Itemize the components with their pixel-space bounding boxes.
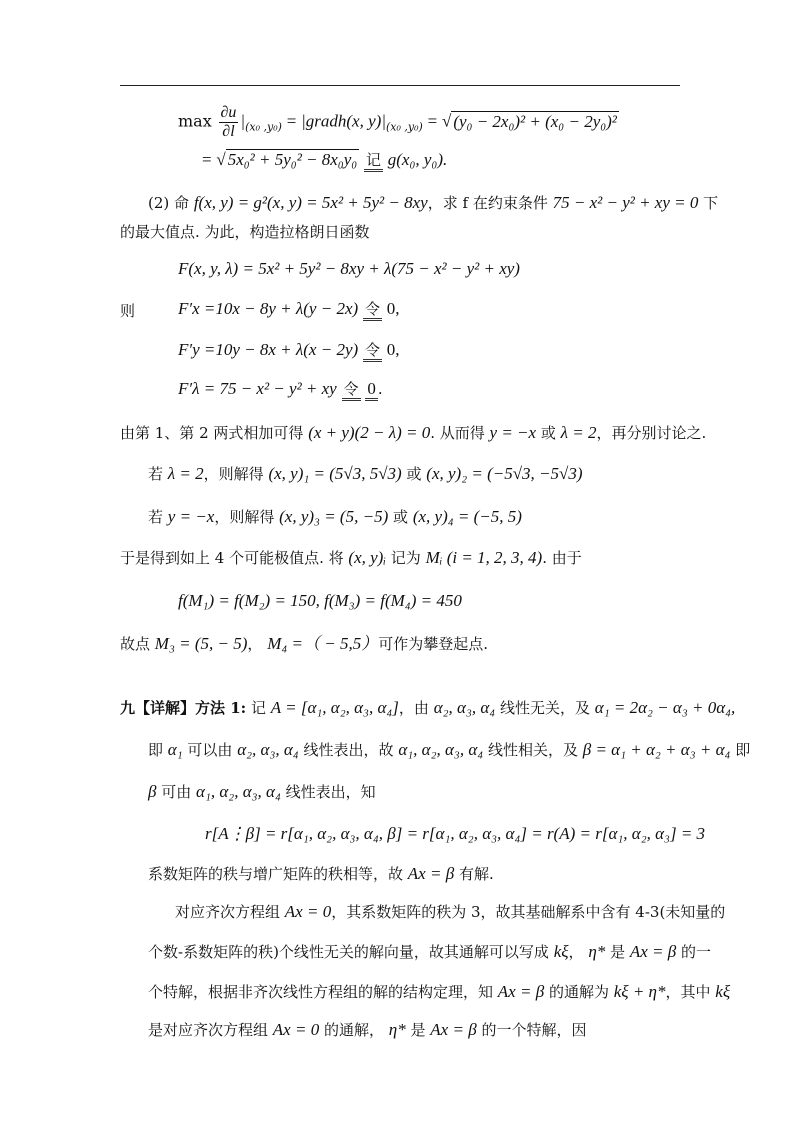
case-y-line: 若 y = −x，则解得 (x, y)₃ = (5, −5) 或 (x, y)₄ = (−5, 5): [148, 507, 522, 526]
part2-intro-line2: 的最大值点. 为此，构造拉格朗日函数: [120, 223, 370, 241]
max-derivative-line: max $\frac{\partial u}{\partial l}$ $|_{(x_0 ,y_0)}$ = |gradh(x, $y)|_{(x_0 ,y_0)}$ = √ (y₀ − 2x₀)² + (x₀ − 2y₀)²: [178, 104, 617, 140]
part9-line8: 个特解，根据非齐次线性方程组的解的结构定理，知 Ax = β 的通解为 kξ + η*，其中 kξ: [148, 982, 731, 1001]
conclusion-line: 故点 M₃ = (5, − 5)， M₄ =（ − 5,5）可作为攀登起点.: [120, 634, 488, 653]
ze-label: 则: [120, 302, 136, 320]
part2-intro-line: (2) 命 f(x, y) = g²(x, y) = 5x² + 5y² − 8xy，求 f 在约束条件 75 − x² − y² + xy = 0 下: [148, 193, 719, 212]
rank-equation: r[A⋮β] = r[α₁, α₂, α₃, α₄, β] = r[α₁, α₂, α₃, α₄] = r(A) = r[α₁, α₂, α₃] = 3: [205, 824, 706, 843]
lagrangian-equation: F(x, y, λ) = 5x² + 5y² − 8xy + λ(75 − x² − y² + xy): [178, 259, 520, 278]
partial-x-equation: F′x =10x − 8y + λ(y − 2x) 令 0,: [178, 299, 399, 319]
part9-line7: 个数-系数矩阵的秩)个线性无关的解向量，故其通解可以写成 kξ， η* 是 Ax = β 的一: [148, 942, 712, 961]
extreme-points-line: 于是得到如上 4 个可能极值点. 将 (x, y)ᵢ 记为 Mᵢ (i = 1, 2, 3, 4). 由于: [120, 548, 582, 567]
part9-line1: 九【详解】方法 1: 记 A = [α₁, α₂, α₃, α₄]，由 α₂, α₃, α₄ 线性无关，及 α₁ = 2α₂ − α₃ + 0α₄,: [120, 698, 736, 717]
sum-equations-line: 由第 1、第 2 两式相加可得 (x + y)(2 − λ) = 0. 从而得 y = −x 或 λ = 2，再分别讨论之.: [120, 423, 707, 442]
part9-line9: 是对应齐次方程组 Ax = 0 的通解， η* 是 Ax = β 的一个特解，因: [148, 1020, 587, 1039]
partial-y-equation: F′y =10y − 8x + λ(x − 2y) 令 0,: [178, 340, 399, 360]
sqrt-simplified-line: = √ 5x₀² + 5y₀² − 8x₀y₀ 记 g(x₀, y₀).: [202, 150, 447, 170]
part9-line5: 系数矩阵的秩与增广矩阵的秩相等，故 Ax = β 有解.: [148, 864, 494, 883]
part9-line6: 对应齐次方程组 Ax = 0，其系数矩阵的秩为 3，故其基础解系中含有 4-3(未知量的: [175, 902, 726, 921]
partial-lambda-equation: F′λ = 75 − x² − y² + xy 令 0 .: [178, 379, 383, 399]
case-lambda-line: 若 λ = 2，则解得 (x, y)₁ = (5√3, 5√3) 或 (x, y)₂ = (−5√3, −5√3): [148, 464, 583, 483]
part9-line3: β 可由 α₁, α₂, α₃, α₄ 线性表出，知: [148, 782, 376, 801]
header-rule: [120, 85, 680, 86]
part9-line2: 即 α₁ 可以由 α₂, α₃, α₄ 线性表出，故 α₁, α₂, α₃, α₄ 线性相关，及 β = α₁ + α₂ + α₃ + α₄ 即: [148, 740, 751, 759]
function-values-line: f(M₁) = f(M₂) = 150, f(M₃) = f(M₄) = 450: [178, 591, 462, 610]
